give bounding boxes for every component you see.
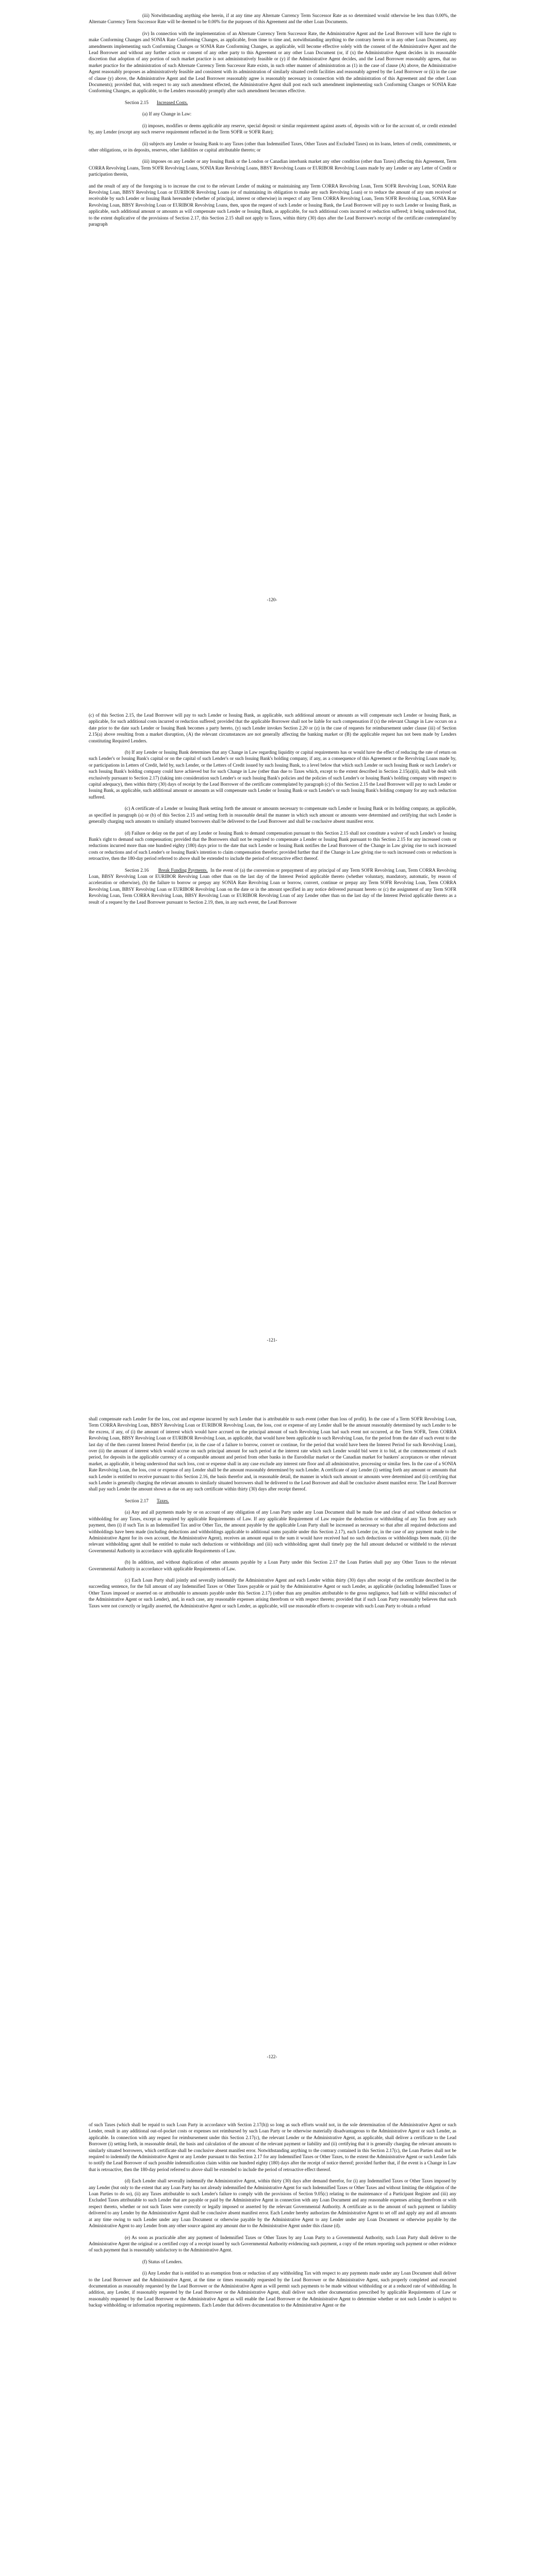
continued-paragraph: (c) of this Section 2.15, the Lead Borrower will pay to such Lender or Issuing Bank, as applicable, such additional amount or amounts as will compensate such Lender or Issuing Bank, as applicable, for such additional costs incurred or reduction suffered; provided that the applicable Borrower shall not be liable for such compensation if (x) the relevant Change in Law occurs on a date prior to the date such Lender or Issuing Bank becomes a party hereto, (y) such Lender invokes Section 2.20 or (z) in the case of requests for reimbursement under clause (iii) of Section 2.15(a) above resulting from a market disruption, (A) the relevant circumstances are not generally affecting the banking market or (B) the applicable request has not been made by Lenders constituting Required Lenders. <box>89 713 456 743</box>
subsection-label: (a) If any Change in Law: <box>142 111 192 117</box>
body-paragraph: (b) In addition, and without duplication of other amounts payable by a Loan Party under this Section 2.17 the Loan Parties shall pay any Other Taxes to the relevant Governmental Authority in accordance with applicable Requirements of Law. <box>89 1560 456 1571</box>
page-body <box>89 2122 456 2309</box>
body-paragraph: (i) Any Lender that is entitled to an exemption from or reduction of any withholding Tax with respect to any payments made under any Loan Document shall deliver to the Lead Borrower and the Administrative Agent, at the time or times reasonably requested by the Lead Borrower or the Administrative Agent, such properly completed and executed documentation as reasonably requested by the Lead Borrower or the Administrative Agent as will permit such payments to be made without withholding or at a reduced rate of withholding. In addition, any Lender, if reasonably requested by the Lead Borrower or the Administrative Agent, shall deliver such other documentation prescribed by applicable Requirements of Law or reasonably requested by the Lead Borrower or the Administrative Agent as will enable the Lead Borrower or the Administrative Agent to determine whether or not such Lender is subject to backup withholding or information reporting requirements. Each Lender that delivers documentation to the Administrative Agent or the <box>89 2270 456 2308</box>
body-paragraph: (i) imposes, modifies or deems applicable any reserve, special deposit or similar requirement against assets of, deposits with or for the account of, or credit extended by, any Lender (except any such reserve requirement reflected in the Term SOFR or SOFR Rate); <box>89 123 456 135</box>
body-paragraph: (d) Failure or delay on the part of any Lender or Issuing Bank to demand compensation pursuant to this Section 2.15 shall not constitute a waiver of such Lender's or Issuing Bank's right to demand such compensation; provided that the Borrowers shall not be required to compensate a Lender or Issuing Bank pursuant to this Section 2.15 for any increased costs or reductions incurred more than one hundred eighty (180) days prior to the date that such Lender or Issuing Bank notifies the Lead Borrower of the Change in Law giving rise to such increased costs or reductions and of such Lender's or Issuing Bank's intention to claim compensation therefor; provided further that if the Change in Law giving rise to such increased costs or reductions is retroactive, then the 180-day period referred to above shall be extended to include the period of retroactive effect thereof. <box>89 830 456 861</box>
body-paragraph: (c) A certificate of a Lender or Issuing Bank setting forth the amount or amounts necessary to compensate such Lender or Issuing Bank or its holding company, as applicable, as specified in paragraph (a) or (b) of this Section 2.15 and setting forth in reasonable detail the manner in which such amount or amounts were determined and certifying that such Lender is generally charging such amounts to similarly situated borrowers shall be delivered to the Lead Borrower and shall be conclusive absent manifest error. <box>89 806 456 824</box>
section-heading <box>89 99 456 106</box>
body-paragraph: (b) If any Lender or Issuing Bank determines that any Change in Law regarding liquidity or capital requirements has or would have the effect of reducing the rate of return on such Lender's or Issuing Bank's capital or on the capital of such Lender's or such Issuing Bank's holding company, if any, as a consequence of this Agreement or the Revolving Loans made by, or participations in Letters of Credit, held by, such Lender, or the Letters of Credit issued by such Issuing Bank, to a level below that which such Lender or such Issuing Bank or such Lender's or such Issuing Bank's holding company could have achieved but for such Change in Law (other than due to Taxes which, except to the extent described in Section 2.15(a)(ii), shall be dealt with exclusively pursuant to Section 2.17) (taking into consideration such Lender's or such Issuing Bank's policies and the policies of such Lender's or Issuing Bank's holding company with respect to capital adequacy), then within thirty (30) days of receipt by the Lead Borrower of the certificate contemplated by paragraph (c) of this Section 2.15 the Lead Borrower will pay to such Lender or Issuing Bank, as applicable, such additional amount or amounts as will compensate such Lender or Issuing Bank or such Lender's or such Issuing Bank's holding company for any such reduction suffered. <box>89 750 456 800</box>
section-number: Section 2.15 <box>125 99 149 105</box>
section-title: Increased Costs. <box>157 99 188 105</box>
section-heading <box>89 867 456 905</box>
page-body <box>89 712 456 905</box>
section-body-text: In the event of (a) the conversion or prepayment of any principal of any Term SOFR Revolving Loan, Term CORRA Revolving Loan, BBSY Revolving Loan or EURIBOR Revolving Loan other than on the last day of the Interest Period applicable thereto (whether voluntary, mandatory, automatic, by reason of acceleration or otherwise), (b) the failure to borrow or prepay any SONIA Rate Revolving Loan or borrow, convert, continue or prepay any Term SOFR Revolving Loan, Term CORRA Revolving Loan, BBSY Revolving Loan or EURIBOR Revolving Loan on the date or in the amount specified in any notice delivered pursuant hereto or (c) the assignment of any Term SOFR Revolving Loan, Term CORRA Revolving Loan, BBSY Revolving Loan or EURIBOR Revolving Loan of any Lender other than on the last day of the Interest Period applicable thereto as a result of a request by the Lead Borrower pursuant to Section 2.19, then, in any such event, the Lead Borrower <box>89 867 457 905</box>
document-page-2 <box>0 701 544 1404</box>
body-paragraph: (c) Each Loan Party shall jointly and severally indemnify the Administrative Agent and each Lender within thirty (30) days after receipt of the certificate described in the succeeding sentence, for the full amount of any Indemnified Taxes or Other Taxes payable or paid by the Administrative Agent or such Lender, as applicable (including Indemnified Taxes or Other Taxes imposed or asserted on or attributable to amounts payable under this Section 2.17) (other than any penalties attributable to the gross negligence, bad faith or willful misconduct of the Administrative Agent or such Lender), and, in each case, any reasonable expenses arising therefrom or with respect thereto; provided that if such Loan Party reasonably believes that such Taxes were not correctly or legally asserted, the Administrative Agent or such Lender, as applicable, will use reasonable efforts to cooperate with such Loan Party to obtain a refund <box>89 1577 456 1608</box>
document-page-3 <box>0 1404 544 2108</box>
document-page-4 <box>0 2108 544 2576</box>
body-paragraph: (iv) In connection with the implementation of an Alternate Currency Term Successor Rate, the Administrative Agent and the Lead Borrower will have the right to make Conforming Changes and SONIA Rate Conforming Changes, as applicable, from time to time and, notwithstanding anything to the contrary herein or in any other Loan Document, any amendments implementing such Conforming Changes or SONIA Rate Conforming Changes, as applicable, will become effective solely with the consent of the Administrative Agent and the Lead Borrower and without any further action or consent of any other party to this Agreement or any other Loan Document (or, if (x) the Administrative Agent decides in its reasonable discretion that adoption of any portion of such market practice is not administratively feasible or (y) if the Administrative Agent decides, and the Lead Borrower reasonably agrees, that no market practice for the administration of such Alternate Currency Term Successor Rate exists, in such other manner of administration as (1) in the case of clause (A) above, the Administrative Agent reasonably proposes as administratively feasible and consistent with its administration of similarly situated credit facilities and reasonably agreed by the Lead Borrower or (ii) in the case of clause (y) above, the Administrative Agent and the Lead Borrower reasonably agree is reasonably necessary in connection with the administration of this Agreement and the other Loan Documents); provided that, with respect to any such amendment effected, the Administrative Agent shall post each such amendment implementing such Conforming Changes or SONIA Rate Conforming Changes, as applicable, to the Lenders reasonably promptly after such amendment becomes effective. <box>89 30 456 94</box>
body-paragraph: (a) Any and all payments made by or on account of any obligation of any Loan Party under any Loan Document shall be made free and clear of and without deduction or withholding for any Taxes, except as required by applicable Requirements of Law. If any applicable Requirement of Law require the deduction or withholding of any Tax from any such payment, then (i) if such Tax is an Indemnified Tax and/or Other Tax, the amount payable by the applicable Loan Party shall be increased as necessary so that after all required deductions and withholdings have been made (including deductions and withholdings applicable to additional sums payable under this Section 2.17), each Lender (or, in the case of any payment made to the Administrative Agent for its own account, the Administrative Agent), receives an amount equal to the sum it would have received had no such deductions or withholdings been made, (ii) the relevant withholding agent shall be entitled to make such deductions or withholdings and (iii) such withholding agent shall timely pay the full amount deducted or withheld to the relevant Governmental Authority in accordance with applicable Requirements of Law. <box>89 1510 456 1553</box>
continued-paragraph: shall compensate each Lender for the loss, cost and expense incurred by such Lender that is attributable to such event (other than loss of profit). In the case of a Term SOFR Revolving Loan, Term CORRA Revolving Loan, BBSY Revolving Loan or EURIBOR Revolving Loan, the loss, cost or expense of any Lender shall be the amount reasonably determined by such Lender to be the excess, if any, of (i) the amount of interest which would have accrued on the principal amount of such Revolving Loan had such event not occurred, at the Term SOFR, Term CORRA Revolving Loan, BBSY Revolving Loan or EURIBOR Revolving Loan, as applicable, that would have been applicable to such Revolving Loan, for the period from the date of such event to the last day of the then current Interest Period therefor (or, in the case of a failure to borrow, convert or continue, for the period that would have been the Interest Period for such Revolving Loan), over (ii) the amount of interest which would accrue on such principal amount for such period at the interest rate which such Lender would bid were it to bid, at the commencement of such period, for deposits in the applicable currency of a comparable amount and period from other banks in the Eurodollar market or the Canadian market for bankers' acceptances or other relevant market, as applicable, it being understood that such loss, cost or expense shall in any case exclude any interest rate floor and all administrative, processing or similar fees. In the case of a SONIA Rate Revolving Loan, the loss, cost or expense of any Lender shall be the amount reasonably determined by such Lender. A certificate of any Lender (i) setting forth any amount or amounts that such Lender is entitled to receive pursuant to this Section 2.16, the basis therefor and, in reasonable detail, the manner in which such amount or amounts were determined and (ii) certifying that such Lender is generally charging the relevant amounts to similarly situated borrowers shall be delivered to the Lead Borrower and shall be conclusive absent manifest error. The Lead Borrower shall pay such Lender the amount shown as due on any such certificate within thirty (30) days after receipt thereof. <box>89 1416 456 1492</box>
section-number: Section 2.16 <box>125 867 149 873</box>
continued-paragraph: of such Taxes (which shall be repaid to such Loan Party in accordance with Section 2.17(h)) so long as such efforts would not, in the sole determination of the Administrative Agent or such Lender, result in any additional out-of-pocket costs or expenses not reimbursed by such Loan Party or be otherwise materially disadvantageous to the Administrative Agent or such Lender, as applicable. In connection with any request for reimbursement under this Section 2.17(c), the relevant Lender or the Administrative Agent, as applicable, shall deliver a certificate to the Lead Borrower (i) setting forth, in reasonable detail, the basis and calculation of the amount of the relevant payment or liability and (ii) certifying that it is generally charging the relevant amounts to similarly situated borrowers, which certificate shall be conclusive absent manifest error. Notwithstanding anything to the contrary contained in this Section 2.17(c), the Loan Parties shall not be required to indemnify the Administrative Agent or any Lender pursuant to this Section 2.17 for any Indemnified Taxes or Other Taxes, to the extent the Administrative Agent or such Lender fails to notify the Lead Borrower of such possible indemnification claim within one hundred eighty (180) days after the receipt of notice thereof; provided further that, if the event is a Change in Law that is retroactive, then the 180-day period referred to above shall be extended to include the period of retroactive effect thereof. <box>89 2122 456 2172</box>
section-title: Break Funding Payments. <box>158 867 208 873</box>
body-paragraph: (d) Each Lender shall severally indemnify the Administrative Agent, within thirty (30) days after demand therefor, for (i) any Indemnified Taxes or Other Taxes imposed by any Lender (but only to the extent that any Loan Party has not already indemnified the Administrative Agent for such Indemnified Taxes or Other Taxes and without limiting the obligation of the Loan Parties to do so), (ii) any Taxes attributable to such Lender's failure to comply with the provisions of Section 9.05(c) relating to the maintenance of a Participant Register and (iii) any Excluded Taxes attributable to such Lender that are payable or paid by the Administrative Agent in connection with any Loan Document and any reasonable expenses arising therefrom or with respect thereto, whether or not such Taxes were correctly or legally imposed or asserted by the relevant Governmental Authority. A certificate as to the amount of such payment or liability delivered to any Lender by the Administrative Agent shall be conclusive absent manifest error. Each Lender hereby authorizes the Administrative Agent to set off and apply any and all amounts at any time owing to such Lender under any Loan Document or otherwise payable by the Administrative Agent to any Lender under any Loan Document or otherwise payable by the Administrative Agent to any Lender from any other source against any amount due to the Administrative Agent under this clause (d). <box>89 2178 456 2229</box>
section-title: Taxes. <box>157 1498 169 1503</box>
page-body <box>89 1416 456 1609</box>
continued-paragraph: and the result of any of the foregoing is to increase the cost to the relevant Lender of making or maintaining any Term CORRA Revolving Loan, Term SOFR Revolving Loan, SONIA Rate Revolving Loan, BBSY Revolving Loan or EURIBOR Revolving Loans (or of maintaining its obligation to make any such Revolving Loan) or to reduce the amount of any sum received or receivable by such Lender or Issuing Bank hereunder (whether of principal, interest or otherwise) in respect of any Term CORRA Revolving Loan, Term SOFR Revolving Loan, SONIA Rate Revolving Loan, BBSY Revolving Loan or EURIBOR Revolving Loans, then, upon the request of such Lender or Issuing Bank, the Lead Borrower will pay to such Lender or Issuing Bank, as applicable, such additional amount or amounts as will compensate such Lender or Issuing Bank, as applicable, for such additional costs incurred or reduction suffered; it being understood that, to the extent duplicative of the provisions of Section 2.17, this Section 2.15 shall not apply to Taxes, within thirty (30) days after the Lead Borrower's receipt of the certificate contemplated by paragraph <box>89 183 456 227</box>
document-page-1 <box>0 0 544 701</box>
body-paragraph: (iii) Notwithstanding anything else herein, if at any time any Alternate Currency Term Successor Rate as so determined would otherwise be less than 0.00%, the Alternate Currency Term Successor Rate will be deemed to be 0.00% for the purposes of this Agreement and the other Loan Documents. <box>89 13 456 25</box>
section-heading <box>89 1498 456 1504</box>
body-paragraph: (ii) subjects any Lender or Issuing Bank to any Taxes (other than Indemnified Taxes, Other Taxes and Excluded Taxes) on its loans, letters of credit, commitments, or other obligations, or its deposits, reserves, other liabilities or capital attributable thereto; or <box>89 141 456 152</box>
subsection-label: (f) Status of Lenders. <box>142 2259 183 2264</box>
page-number: -122- <box>267 2054 277 2059</box>
page-number: -121- <box>267 1337 277 1343</box>
body-paragraph: (iii) imposes on any Lender or any Issuing Bank or the London or Canadian interbank market any other condition (other than Taxes) affecting this Agreement, Term CORRA Revolving Loans, Term SOFR Revolving Loans, SONIA Rate Revolving Loans, BBSY Revolving Loans or EURIBOR Revolving Loans made by any Lender or any Letter of Credit or participation therein, <box>89 159 456 177</box>
page-body <box>89 12 456 227</box>
section-number: Section 2.17 <box>125 1498 149 1503</box>
page-number: -120- <box>267 597 277 602</box>
body-paragraph: (e) As soon as practicable after any payment of Indemnified Taxes or Other Taxes by any Loan Party to a Governmental Authority, such Loan Party shall deliver to the Administrative Agent the original or a certified copy of a receipt issued by such Governmental Authority evidencing such payment, a copy of the return reporting such payment or other evidence of such payment that is reasonably satisfactory to the Administrative Agent. <box>89 2234 456 2253</box>
